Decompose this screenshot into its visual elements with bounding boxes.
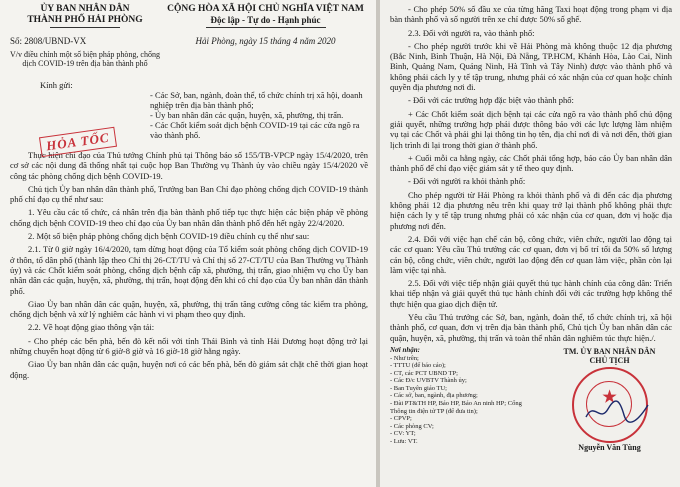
paragraph: + Cuối mỗi ca hằng ngày, các Chốt phải tổng hợp, báo cáo Ủy ban nhân dân thành phố để chỉ đạo việc giám sát y tế theo quy định. bbox=[390, 152, 672, 174]
paragraph: - Cho phép các bến phà, bến đò kết nối với tỉnh Thái Bình và tỉnh Hải Dương hoạt động trở lại những chuyến hoạt động từ 6 giờ-8 giờ và 16 giờ-18 giờ hằng ngày. bbox=[10, 335, 368, 357]
closing-block bbox=[390, 347, 672, 452]
paragraph: 2.3. Đối với người ra, vào thành phố: bbox=[408, 27, 535, 38]
paragraph: 2.2. Về hoạt động giao thông vận tải: bbox=[28, 322, 155, 333]
signature-title: TM. ỦY BAN NHÂN DÂN bbox=[563, 346, 656, 356]
header-rule-right bbox=[206, 27, 326, 28]
addressee-item: - Các Sở, ban, ngành, đoàn thể, tổ chức chính trị xã hội, doanh nghiệp trên địa bàn thành phố; bbox=[150, 90, 363, 110]
right-body-text bbox=[390, 4, 672, 343]
page-right bbox=[380, 0, 680, 487]
paragraph: 2.5. Đối với việc tiếp nhận giải quyết thủ tục hành chính của công dân: Triển khai tiếp nhận và giải quyết thủ tục hành chính đối với các trường hợp không thể thực hiện qua giao dịch điện tử. bbox=[390, 278, 672, 309]
paragraph: + Các Chốt kiểm soát dịch bệnh tại các cửa ngõ ra vào thành phố chủ động giải quyết, những trường hợp phải được thông báo với các lực lượng làm nhiệm vụ tại các Chốt và phải ghi lại thông tin họ tên, địa chỉ nơi đi và nơi đến, thời gian lịch trình đi lại trong thời gian ở thành phố. bbox=[390, 108, 672, 150]
recipient-item: - CPVP; bbox=[390, 415, 412, 423]
handwritten-signature bbox=[582, 397, 652, 427]
org-line-2: THÀNH PHỐ HẢI PHÒNG bbox=[27, 15, 143, 25]
paragraph: Thực hiện chỉ đạo của Thủ tướng Chính phủ tại Thông báo số 155/TB-VPCP ngày 15/4/2020, trên cơ sở các nội dung đã thống nhất tại cuộc họp Ban Thường vụ Thành ủy vào chiều ngày 15/4/2020 về công tác phòng chống dịch bệnh COVID-19. bbox=[10, 150, 368, 181]
paragraph: 1. Yêu cầu các tổ chức, cá nhân trên địa bàn thành phố tiếp tục thực hiện các biện pháp về phòng chống dịch bệnh COVID-19 theo chỉ đạo của Ủy ban nhân dân thành phố đến hết ngày 22/4/2020. bbox=[10, 207, 368, 228]
paragraph: 2.1. Từ 0 giờ ngày 16/4/2020, tạm dừng hoạt động của Tổ kiểm soát phòng chống dịch COVID-19 ở thôn, tổ dân phố (thành lập theo Chỉ thị 26-CT/TU và Chỉ thị số 27-CT/TU của Ban Thường vụ Thành ủy) và các Chốt kiểm soát phòng, chống dịch bệnh cấp xã, phường, thị trấn, giao nhiệm vụ cho Ủy ban nhân dân các quận, huyện, xã, phường, thị trấn, hoạt động đến khi có chỉ đạo của Ủy ban nhân dân thành phố. bbox=[10, 244, 368, 296]
recipient-item: - CT, các PCT UBND TP; bbox=[390, 369, 458, 377]
country-name: CỘNG HÒA XÃ HỘI CHỦ NGHĨA VIỆT NAM bbox=[167, 4, 364, 14]
recipient-item: - Đài PT&TH HP, Báo HP, Báo An ninh HP; Cổng Thông tin điện tử TP (để đưa tin); bbox=[390, 400, 522, 415]
paragraph: Chủ tịch Ủy ban nhân dân thành phố, Trưởng ban Ban Chỉ đạo phòng chống dịch COVID-19 thành phố chỉ đạo cụ thể như sau: bbox=[10, 183, 368, 205]
paragraph: 2.4. Đối với việc hạn chế cán bộ, công chức, viên chức, người lao động tại các cơ quan: Yêu cầu Thủ trưởng các cơ quan, đơn vị bố trí tối đa 50% số lượng cán bộ, công chức, viên chức, người lao động đến cơ quan làm việc, phần còn lại làm việc tại nhà. bbox=[390, 233, 672, 275]
paragraph: - Đối với các trường hợp đặc biệt vào thành phố: bbox=[408, 95, 574, 106]
signature-role: CHỦ TỊCH bbox=[589, 355, 630, 365]
paragraph: Giao Ủy ban nhân dân các quận, huyện nơi có các bến phà, bến đò giám sát chặt chẽ thời gian hoạt động. bbox=[10, 359, 368, 380]
addressee-label: Kính gửi: bbox=[40, 80, 73, 90]
document-subject: V/v điều chỉnh một số biện pháp phòng, chống dịch COVID-19 trên địa bàn thành phố bbox=[10, 50, 160, 68]
left-body-text bbox=[10, 150, 368, 380]
addressee-item: - Các Chốt kiểm soát dịch bệnh COVID-19 tại các cửa ngõ ra vào thành phố. bbox=[150, 120, 360, 140]
signature-block bbox=[547, 347, 672, 452]
recipient-item: - Các phòng CV; bbox=[390, 422, 434, 430]
seal-star-icon: ★ bbox=[602, 388, 617, 406]
paragraph: Cho phép người từ Hải Phòng ra khỏi thành phố và đi đến các địa phương không phải 12 địa phương nêu trên khi quay trở lại thành phố không phải thực hiện cách ly y tế tập trung nhưng phải có xác nhận của cơ quan, đơn vị hoặc địa phương nơi đến. bbox=[390, 189, 672, 231]
org-line-1: ỦY BAN NHÂN DÂN bbox=[40, 4, 130, 14]
recipient-item: - TTTU (để báo cáo); bbox=[390, 362, 446, 370]
addressee-list bbox=[150, 90, 368, 140]
urgent-stamp: HỎA TỐC bbox=[39, 127, 117, 157]
recipient-item: - Lưu: VT. bbox=[390, 438, 418, 446]
signer-name: Nguyễn Văn Tùng bbox=[578, 442, 641, 452]
national-motto: Độc lập - Tự do - Hạnh phúc bbox=[210, 15, 321, 25]
document-header bbox=[10, 4, 368, 28]
paragraph: - Đối với người ra khỏi thành phố: bbox=[408, 176, 526, 187]
recipient-item: - Các Đ/c UVBTV Thành ủy; bbox=[390, 377, 467, 385]
recipient-item: - Ban Tuyên giáo TU; bbox=[390, 384, 447, 392]
document-meta bbox=[10, 36, 368, 68]
recipient-item: - CV: YT; bbox=[390, 430, 416, 438]
issuing-authority bbox=[10, 4, 160, 28]
recipient-item: - Như trên; bbox=[390, 354, 419, 362]
addressee-item: - Ủy ban nhân dân các quận, huyện, xã, phường, thị trấn. bbox=[150, 110, 344, 120]
paragraph: 2. Một số biện pháp phòng chống dịch bệnh COVID-19 điều chỉnh cụ thể như sau: bbox=[28, 231, 310, 242]
document-number: Số: 2808/UBND-VX bbox=[10, 36, 87, 46]
national-heading bbox=[163, 4, 368, 28]
recipients-list bbox=[390, 347, 540, 452]
document-date: Hải Phòng, ngày 15 tháng 4 năm 2020 bbox=[195, 36, 336, 46]
paragraph: Giao Ủy ban nhân dân các quận, huyện, xã, phường, thị trấn tăng cường công tác kiểm tra phòng, chống dịch bệnh và xử lý nghiêm các hành vi vi phạm theo quy định. bbox=[10, 298, 368, 320]
recipient-item: - Các sở, ban, ngành, địa phương; bbox=[390, 392, 478, 400]
paragraph: - Cho phép 50% số đầu xe của từng hãng Taxi hoạt động trong phạm vi địa bàn thành phố và số người trên xe chỉ được 50% số ghế. bbox=[390, 4, 672, 25]
recipients-label: Nơi nhận: bbox=[390, 345, 421, 354]
paragraph: Yêu cầu Thủ trưởng các Sở, ban, ngành, đoàn thể, tổ chức chính trị, xã hội thành phố, cơ quan, đơn vị trên địa bàn thành phố, Chủ tịch Ủy ban nhân dân các quận, huyện, xã, phường, thị trấn và toàn thể nhân dân nghiêm túc thực hiện./. bbox=[390, 312, 672, 343]
paragraph: - Cho phép người trước khi về Hải Phòng mà không thuộc 12 địa phương (Bắc Ninh, Bình Thuận, Hà Nội, Đà Nẵng, TP.HCM, Khánh Hòa, Lào Cai, Ninh Bình, Quảng Nam, Quảng Ninh, Hà Tĩnh và Tây Ninh) được vào thành phố và không phải cách ly y tế tập trung, nhưng phải có xác nhận của cơ quan hoặc chính quyền địa phương nơi đi. bbox=[390, 40, 672, 93]
header-rule-left bbox=[50, 27, 120, 28]
